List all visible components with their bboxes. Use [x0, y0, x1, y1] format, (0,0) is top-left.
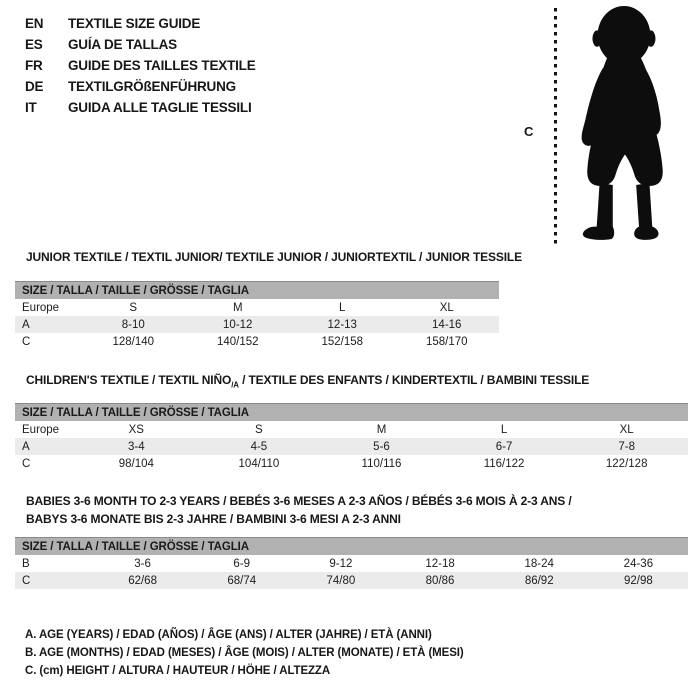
age-cell: 6-7 — [443, 438, 566, 455]
size-cell: L — [500, 423, 508, 436]
height-dotted-line — [554, 8, 557, 246]
height-cell: 116/122 — [483, 457, 525, 470]
height-cell: 92/98 — [589, 572, 688, 589]
height-cell: 110/116 — [361, 457, 402, 470]
note-height-cm: C. (cm) HEIGHT / ALTURA / HAUTEUR / HÖHE / ALTEZZA — [25, 665, 331, 677]
babies-title-line2: BABYS 3-6 MONATE BIS 2-3 JAHRE / BAMBINI 3-6 MESI A 2-3 ANNI — [26, 512, 401, 526]
language-row-fr — [25, 55, 256, 76]
height-cell: 98/104 — [118, 457, 154, 470]
language-code: IT — [25, 100, 37, 115]
size-cell: XL — [619, 423, 634, 436]
table-row — [15, 333, 499, 350]
size-header-label: SIZE / TALLA / TAILLE / GRÖSSE / TAGLIA — [15, 538, 688, 556]
table-row — [15, 555, 688, 572]
row-label: B — [22, 557, 30, 570]
table-row — [15, 299, 499, 316]
language-code: ES — [25, 37, 43, 52]
table-row — [15, 316, 499, 333]
babies-title-line1: BABIES 3-6 MONTH TO 2-3 YEARS / BEBÉS 3-6 MESES A 2-3 AÑOS / BÉBÉS 3-6 MOIS À 2-3 ANS / — [26, 494, 572, 508]
size-header-label: SIZE / TALLA / TAILLE / GRÖSSE / TAGLIA — [15, 282, 499, 300]
table-row — [15, 421, 688, 438]
language-code: FR — [25, 58, 43, 73]
row-label: A — [15, 438, 75, 455]
age-cell: 12-13 — [290, 316, 395, 333]
language-title-block — [25, 13, 256, 118]
height-cell: 74/80 — [291, 572, 390, 589]
children-title-suffix: / TEXTILE DES ENFANTS / KINDERTEXTIL / BAMBINI TESSILE — [238, 373, 590, 387]
language-row-de — [25, 76, 256, 97]
height-cell: 158/170 — [425, 335, 468, 348]
size-cell: M — [376, 423, 387, 436]
size-cell: S — [129, 301, 138, 314]
children-title-subscript: /A — [231, 380, 239, 390]
height-cell: 152/158 — [321, 335, 364, 348]
row-label: C — [15, 572, 93, 589]
height-cell: 104/110 — [238, 457, 280, 470]
language-title: GUIDE DES TAILLES TEXTILE — [68, 58, 256, 73]
months-cell: 12-18 — [425, 557, 455, 570]
language-title: GUÍA DE TALLAS — [68, 37, 177, 52]
height-cell: 122/128 — [605, 457, 648, 470]
language-code: EN — [25, 16, 44, 31]
size-header-label: SIZE / TALLA / TAILLE / GRÖSSE / TAGLIA — [15, 404, 688, 422]
junior-size-table — [15, 281, 499, 350]
language-row-en — [25, 13, 256, 34]
age-cell: 14-16 — [395, 316, 500, 333]
note-age-months: B. AGE (MONTHS) / EDAD (MESES) / ÂGE (MOIS) / ALTER (MONATE) / ETÀ (MESI) — [25, 647, 464, 659]
size-cell: XL — [439, 301, 454, 314]
months-cell: 24-36 — [623, 557, 654, 570]
age-cell: 4-5 — [198, 438, 321, 455]
age-cell: 10-12 — [186, 316, 291, 333]
toddler-figure-area — [520, 4, 696, 250]
months-cell: 18-24 — [524, 557, 554, 570]
row-label: A — [15, 316, 81, 333]
babies-section-title — [26, 492, 586, 528]
size-cell: M — [232, 301, 243, 314]
months-cell: 3-6 — [134, 557, 151, 570]
children-title-prefix: CHILDREN'S TEXTILE / TEXTIL NIÑO — [26, 373, 232, 387]
language-row-it — [25, 97, 256, 118]
height-measure-label: C — [524, 124, 534, 139]
table-row — [15, 572, 688, 589]
months-cell: 9-12 — [329, 557, 353, 570]
height-cell: 128/140 — [112, 335, 155, 348]
babies-size-table — [15, 537, 688, 589]
height-cell: 68/74 — [192, 572, 291, 589]
children-section-title — [26, 373, 589, 389]
language-code: DE — [25, 79, 44, 94]
height-cell: 80/86 — [390, 572, 489, 589]
note-age-years: A. AGE (YEARS) / EDAD (AÑOS) / ÂGE (ANS) / ALTER (JAHRE) / ETÀ (ANNI) — [25, 629, 432, 641]
row-label: Europe — [22, 301, 60, 314]
table-row — [15, 438, 688, 455]
toddler-silhouette-icon — [564, 4, 688, 248]
table-row — [15, 455, 688, 472]
size-header-row — [15, 282, 499, 300]
children-size-table — [15, 403, 688, 472]
size-header-row — [15, 404, 688, 422]
size-cell: XS — [128, 423, 144, 436]
language-title: TEXTILGRÖßENFÜHRUNG — [68, 79, 236, 94]
language-row-es — [25, 34, 256, 55]
row-label: C — [22, 335, 31, 348]
row-label: Europe — [22, 423, 60, 436]
legend-notes — [25, 626, 464, 680]
junior-section-title: JUNIOR TEXTILE / TEXTIL JUNIOR/ TEXTILE JUNIOR / JUNIORTEXTIL / JUNIOR TESSILE — [26, 250, 522, 264]
age-cell: 8-10 — [81, 316, 186, 333]
age-cell: 7-8 — [565, 438, 688, 455]
language-title: TEXTILE SIZE GUIDE — [68, 16, 201, 31]
size-header-row — [15, 538, 688, 556]
age-cell: 5-6 — [320, 438, 443, 455]
size-cell: L — [339, 301, 346, 314]
row-label: C — [22, 457, 31, 470]
height-cell: 62/68 — [93, 572, 192, 589]
size-cell: S — [255, 423, 263, 436]
age-cell: 3-4 — [75, 438, 198, 455]
height-cell: 140/152 — [216, 335, 259, 348]
height-cell: 86/92 — [490, 572, 589, 589]
language-title: GUIDA ALLE TAGLIE TESSILI — [68, 100, 252, 115]
months-cell: 6-9 — [233, 557, 251, 570]
